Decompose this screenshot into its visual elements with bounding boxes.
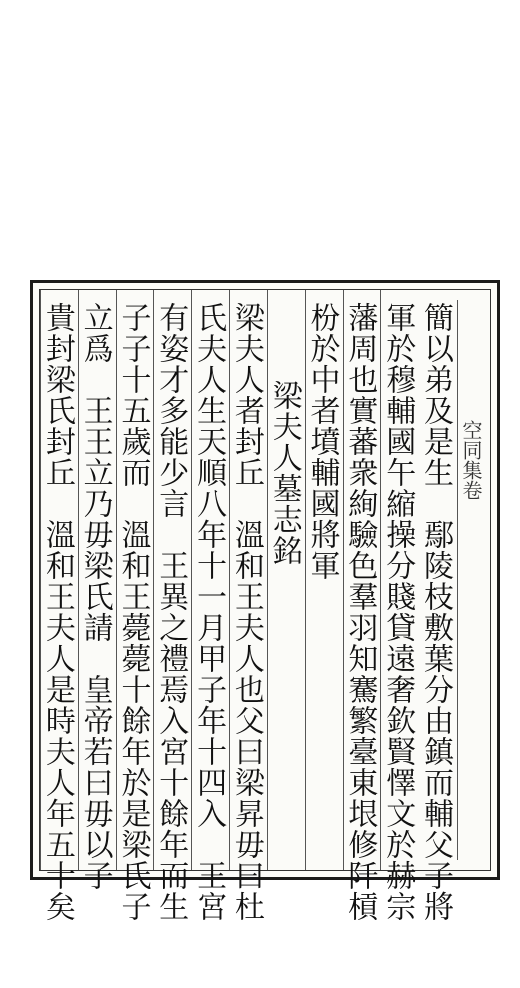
text-grid xyxy=(39,289,491,922)
text-column-5 xyxy=(267,290,305,870)
column-text: 有姿才多能少言 王異之禮焉入宮十餘年而生 xyxy=(153,302,189,922)
text-column-6 xyxy=(228,290,267,922)
column-text: 簡以弟及是生 鄢陵枝敷葉分由鎮而輔父子將 xyxy=(418,302,453,922)
text-column-1 xyxy=(418,290,456,922)
essay-title: 梁夫人墓志銘 xyxy=(266,380,302,566)
column-text: 軍於穆輔國午縮操分賤貸遠奢欽賢懌文於赫宗 xyxy=(380,302,416,922)
page-spine xyxy=(457,300,484,860)
top-blank-margin xyxy=(0,0,520,280)
spine-label: 空同集卷 xyxy=(459,420,483,500)
text-column-2 xyxy=(380,290,418,922)
text-column-3 xyxy=(342,290,381,922)
text-column-7 xyxy=(191,290,229,922)
text-column-11 xyxy=(39,290,78,922)
column-text: 枌於中者墳輔國將軍 xyxy=(304,302,340,581)
column-text: 子子十五歲而 溫和王薨薨十餘年於是梁氏子 xyxy=(115,302,151,922)
column-text: 氏夫人生天順八年十一月甲子年十四入 王宮 xyxy=(191,302,227,922)
column-text: 梁夫人者封丘 溫和王夫人也父曰梁昇毋曰杜 xyxy=(228,302,264,922)
column-text: 立爲 王王立乃毋梁氏請 皇帝若曰毋以子 xyxy=(77,302,113,891)
page-frame xyxy=(30,280,500,922)
column-text: 藩周也實蕃衆絢驗色羣羽知騫繁臺東垠修阡槓 xyxy=(342,302,378,922)
column-text: 貴封梁氏封丘 溫和王夫人是時夫人年五十矣 xyxy=(39,302,75,922)
text-column-9 xyxy=(115,290,154,922)
text-column-4 xyxy=(305,290,343,870)
text-column-10 xyxy=(77,290,116,891)
text-column-8 xyxy=(153,290,191,922)
